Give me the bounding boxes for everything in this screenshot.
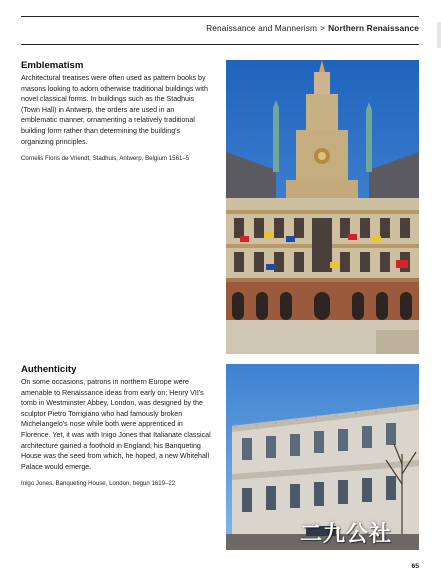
breadcrumb-section: Renaissance and Mannerism [206,23,318,33]
page-edge-tab [437,22,441,48]
image-caption: Cornelis Floris de Vriendt, Stadhuis, Antwerp, Belgium 1561–5 [21,155,190,163]
breadcrumb-current: Northern Renaissance [328,23,419,33]
stadhuis-photo [226,60,419,354]
image-caption: Inigo Jones, Banqueting House, London, begun 1619–22 [21,480,176,488]
section-title: Emblematism [21,60,84,71]
section-title: Authenticity [21,364,77,375]
section-body: Architectural treatises were often used as pattern books by masons looking to adorn otherwise traditional buildings with novel classical forms. In buildings such as the Stadhuis (Town Hall) in Antwerp, the orders are used in an emblematic manner, ornamenting a relatively traditional building form rather than determining the building's organizing principles. [21,74,208,146]
breadcrumb [206,23,419,33]
watermark: 二九公社 [300,522,393,547]
breadcrumb-separator: > [320,23,326,33]
section-authenticity [21,364,211,489]
page-number: 65 [411,563,419,570]
section-emblematism [21,60,211,164]
header-rule [21,44,419,45]
section-body: On some occasions, patrons in northern Europe were amenable to Renaissance ideas from early on; Henry VII's tomb in Westminster Abbey, London, was designed by the sculptor Pietro Torrigiano who had famously broken Michelangelo's nose while both were apprenticed in Florence. Yet, it was with Inigo Jones that Italianate classical architecture gained a foothold in England; his Banqueting House was the seed from which, he hoped, a new Whitehall Palace would emerge. [21,378,211,471]
top-rule [21,16,419,17]
